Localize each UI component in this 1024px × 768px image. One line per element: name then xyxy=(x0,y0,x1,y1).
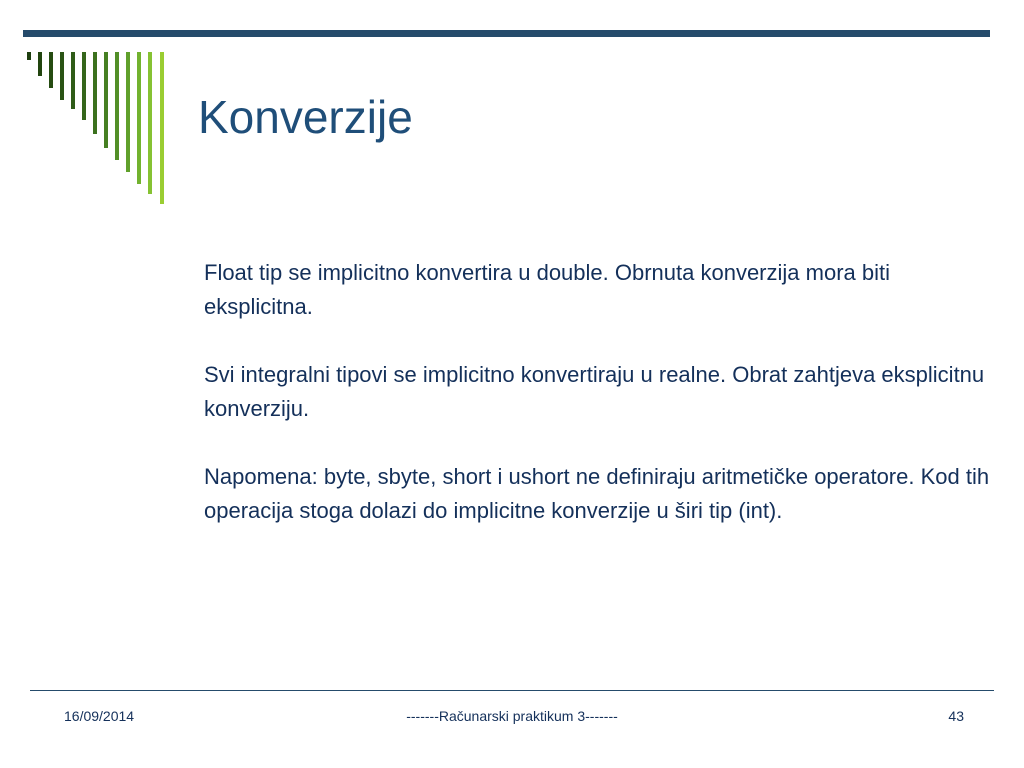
stripe-13 xyxy=(160,52,164,204)
stripe-10 xyxy=(126,52,130,172)
footer-divider xyxy=(30,690,994,691)
paragraph-note: Napomena: byte, sbyte, short i ushort ne definiraju aritmetičke operatore. Kod tih operacija stoga dolazi do implicitne konverzije u širi tip (int). xyxy=(204,464,990,523)
stripe-8 xyxy=(104,52,108,148)
stripe-12 xyxy=(148,52,152,194)
stripe-2 xyxy=(38,52,42,76)
page-number: 43 xyxy=(948,708,964,724)
decorative-stripes xyxy=(0,0,180,210)
stripe-5 xyxy=(71,52,75,109)
stripe-1 xyxy=(27,52,31,60)
footer-course-title: -------Računarski praktikum 3------- xyxy=(406,708,618,724)
stripe-7 xyxy=(93,52,97,134)
stripe-11 xyxy=(137,52,141,184)
footer-date: 16/09/2014 xyxy=(64,708,135,724)
stripe-4 xyxy=(60,52,64,100)
stripe-9 xyxy=(115,52,119,160)
stripe-3 xyxy=(49,52,53,88)
paragraph-float-conversion: Float tip se implicitno konvertira u double. Obrnuta konverzija mora biti eksplicitna. xyxy=(204,260,890,319)
stripe-6 xyxy=(82,52,86,120)
slide-body xyxy=(204,256,1004,562)
slide-title: Konverzije xyxy=(198,91,413,143)
paragraph-integral-conversion: Svi integralni tipovi se implicitno konvertiraju u realne. Obrat zahtjeva eksplicitnu konverziju. xyxy=(204,362,985,421)
